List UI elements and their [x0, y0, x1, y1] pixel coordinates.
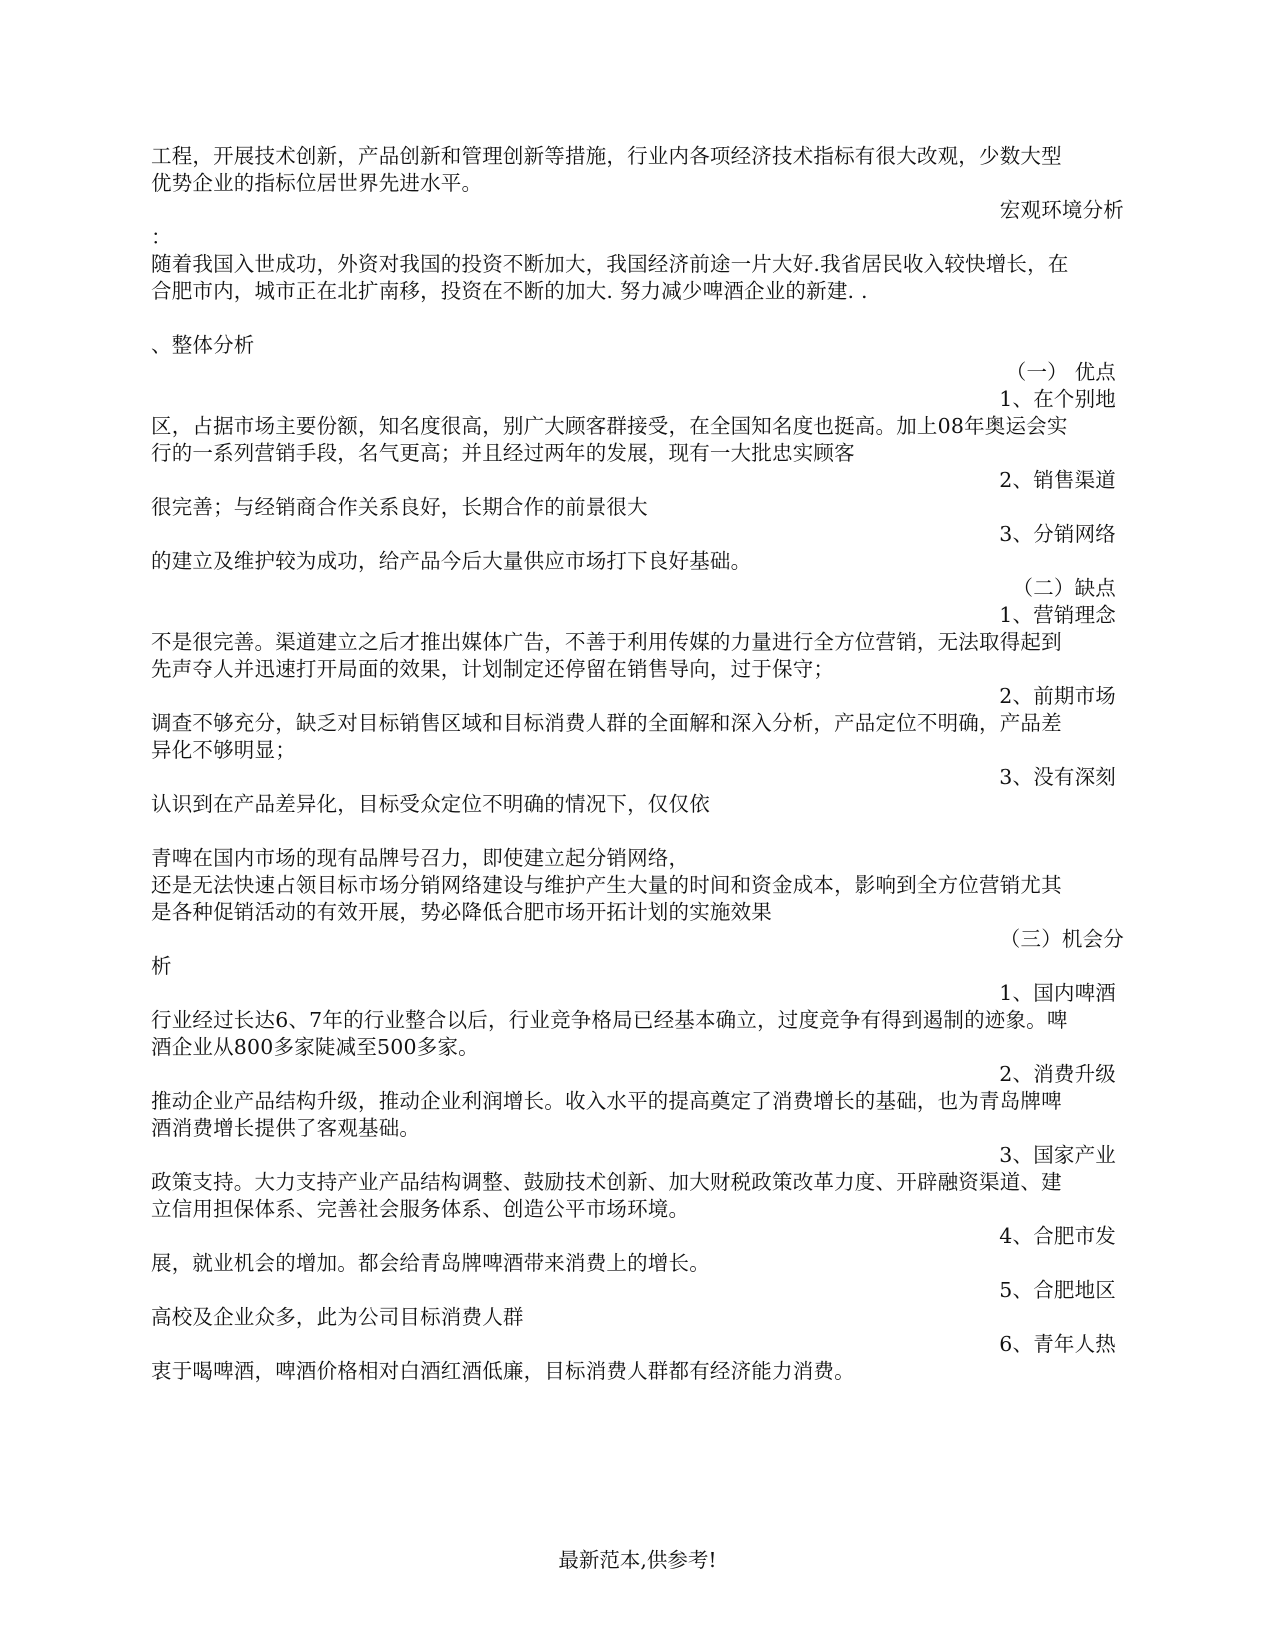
paragraph-line: 的建立及维护较为成功，给产品今后大量供应市场打下良好基础。 [151, 549, 752, 573]
paragraph-line: 随着我国入世成功，外资对我国的投资不断加大，我国经济前途一片大好.我省居民收入较快增长，在 [151, 252, 1069, 276]
page-footer: 最新范本,供参考! [558, 1548, 717, 1572]
paragraph-line: 不是很完善。渠道建立之后才推出媒体广告，不善于利用传媒的力量进行全方位营销，无法取得起到 [151, 630, 1062, 654]
paragraph-line: 行的一系列营销手段，名气更高；并且经过两年的发展，现有一大批忠实顾客 [151, 441, 855, 465]
item-label: 4、合肥市发 [999, 1224, 1116, 1248]
item-label: 1、在个别地 [999, 387, 1116, 411]
item-label: 2、消费升级 [999, 1062, 1116, 1086]
section-heading-overall: 、整体分析 [151, 333, 255, 357]
subheading-strengths: （一） 优点 [1005, 360, 1116, 384]
paragraph-line: 工程，开展技术创新，产品创新和管理创新等措施，行业内各项经济技术指标有很大改观，少数大型 [151, 144, 1062, 168]
paragraph-line: 合肥市内，城市正在北扩南移，投资在不断的加大. 努力减少啤酒企业的新建. . [151, 279, 868, 303]
paragraph-line: 认识到在产品差异化，目标受众定位不明确的情况下，仅仅依 [151, 792, 710, 816]
paragraph-line: 先声夺人并迅速打开局面的效果，计划制定还停留在销售导向，过于保守； [151, 657, 835, 681]
paragraph-line: 异化不够明显； [151, 738, 296, 762]
paragraph-line: 青啤在国内市场的现有品牌号召力，即使建立起分销网络， [151, 846, 690, 870]
paragraph-line: 区，占据市场主要份额，知名度很高，别广大顾客群接受，在全国知名度也挺高。加上08年奥运会实 [151, 414, 1068, 438]
section-heading-macro: 宏观环境分析 [999, 198, 1124, 222]
paragraph-line: 推动企业产品结构升级，推动企业利润增长。收入水平的提高奠定了消费增长的基础，也为青岛牌啤 [151, 1089, 1062, 1113]
paragraph-line: 是各种促销活动的有效开展，势必降低合肥市场开拓计划的实施效果 [151, 900, 772, 924]
paragraph-line: 行业经过长达6、7年的行业整合以后，行业竞争格局已经基本确立，过度竞争有得到遏制的迹象。啤 [151, 1008, 1068, 1032]
item-label: 2、销售渠道 [999, 468, 1116, 492]
paragraph-line: 酒企业从800多家陡减至500多家。 [151, 1035, 479, 1059]
paragraph-line: 展，就业机会的增加。都会给青岛牌啤酒带来消费上的增长。 [151, 1251, 710, 1275]
item-label: 1、营销理念 [999, 603, 1116, 627]
paragraph-line: 很完善；与经销商合作关系良好，长期合作的前景很大 [151, 495, 648, 519]
item-label: 5、合肥地区 [999, 1278, 1116, 1302]
item-label: 1、国内啤酒 [999, 981, 1116, 1005]
subheading-opportunities-cont: 析 [151, 954, 172, 978]
subheading-opportunities: （三）机会分 [999, 927, 1124, 951]
paragraph-line: 还是无法快速占领目标市场分销网络建设与维护产生大量的时间和资金成本，影响到全方位营销尤其 [151, 873, 1062, 897]
paragraph-line: 酒消费增长提供了客观基础。 [151, 1116, 421, 1140]
paragraph-line: 政策支持。大力支持产业产品结构调整、鼓励技术创新、加大财税政策改革力度、开辟融资渠道、建 [151, 1170, 1062, 1194]
paragraph-line: 立信用担保体系、完善社会服务体系、创造公平市场环境。 [151, 1197, 690, 1221]
item-label: 6、青年人热 [999, 1332, 1116, 1356]
item-label: 3、国家产业 [999, 1143, 1116, 1167]
paragraph-line: 调查不够充分，缺乏对目标销售区域和目标消费人群的全面解和深入分析，产品定位不明确，产品差 [151, 711, 1062, 735]
paragraph-line: 衷于喝啤酒，啤酒价格相对白酒红酒低廉，目标消费人群都有经济能力消费。 [151, 1359, 855, 1383]
item-label: 3、没有深刻 [999, 765, 1116, 789]
paragraph-line: 优势企业的指标位居世界先进水平。 [151, 171, 483, 195]
item-label: 3、分销网络 [999, 522, 1116, 546]
subheading-weaknesses: （二）缺点 [1012, 576, 1116, 600]
paragraph-line: 高校及企业众多，此为公司目标消费人群 [151, 1305, 524, 1329]
item-label: 2、前期市场 [999, 684, 1116, 708]
colon-line: ： [151, 225, 172, 249]
